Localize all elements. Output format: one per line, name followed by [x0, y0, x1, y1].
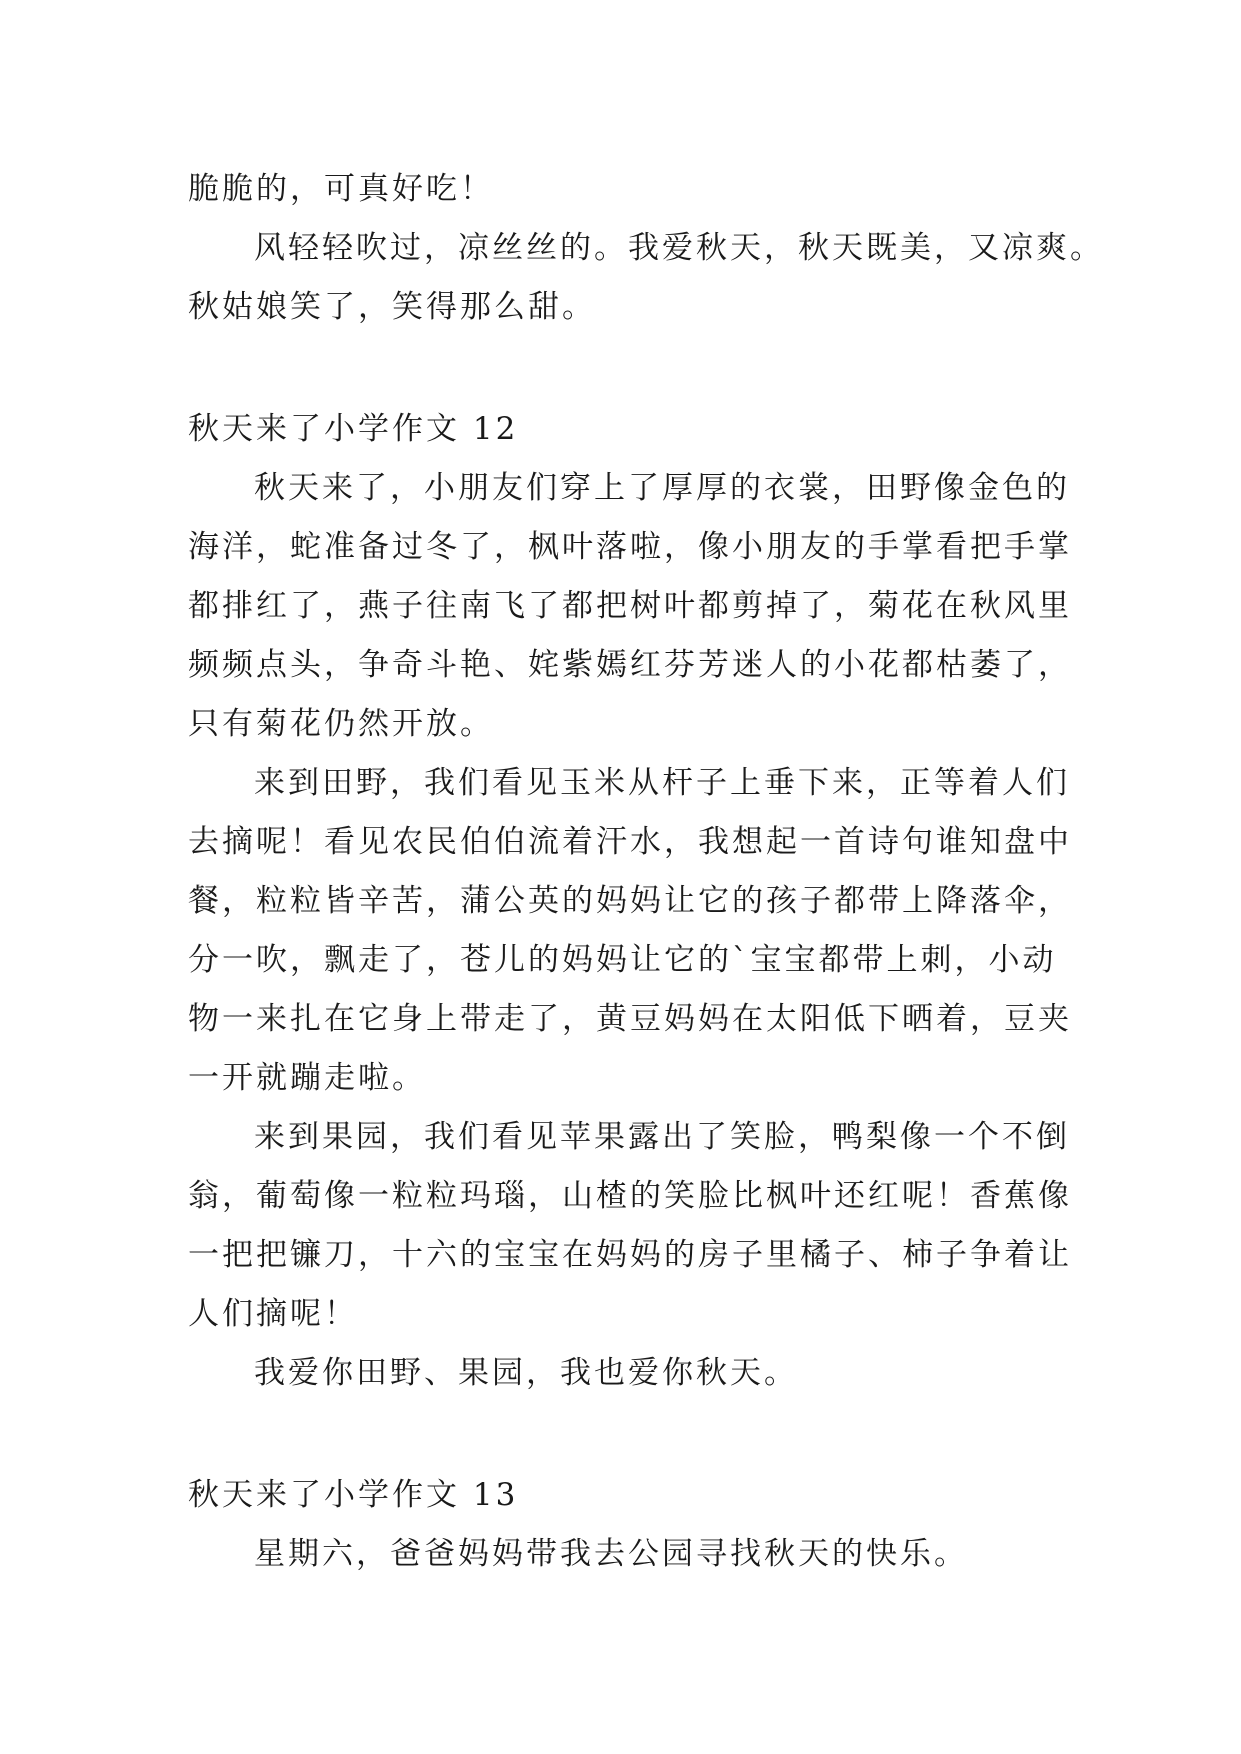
paragraph-line: 一把把镰刀，十六的宝宝在妈妈的房子里橘子、柿子争着让	[188, 1237, 1072, 1273]
paragraph-line: 来到果园，我们看见苹果露出了笑脸，鸭梨像一个不倒	[254, 1119, 1070, 1155]
paragraph-line: 餐，粒粒皆辛苦，蒲公英的妈妈让它的孩子都带上降落伞，	[188, 883, 1072, 919]
section-gap	[188, 1403, 1058, 1466]
paragraph-line: 频频点头，争奇斗艳、姹紫嫣红芬芳迷人的小花都枯萎了，	[188, 647, 1072, 683]
paragraph-line: 我爱你田野、果园，我也爱你秋天。	[254, 1355, 798, 1391]
paragraph-line: 海洋，蛇准备过冬了，枫叶落啦，像小朋友的手掌看把手掌	[188, 529, 1072, 565]
paragraph-line: 脆脆的，可真好吃！	[188, 171, 494, 207]
paragraph-line: 秋天来了，小朋友们穿上了厚厚的衣裳，田野像金色的	[254, 470, 1070, 506]
paragraph-line: 星期六，爸爸妈妈带我去公园寻找秋天的快乐。	[254, 1536, 968, 1572]
essay-title: 秋天来了小学作文 13	[188, 1477, 519, 1513]
paragraph-line: 来到田野，我们看见玉米从杆子上垂下来，正等着人们	[254, 765, 1070, 801]
paragraph-line: 翁，葡萄像一粒粒玛瑙，山楂的笑脸比枫叶还红呢！香蕉像	[188, 1178, 1072, 1214]
paragraph-line: 秋姑娘笑了，笑得那么甜。	[188, 289, 596, 325]
essay-title: 秋天来了小学作文 12	[188, 411, 519, 447]
paragraph-line: 分一吹，飘走了，苍儿的妈妈让它的`宝宝都带上刺，小动	[188, 942, 1057, 978]
paragraph-line: 只有菊花仍然开放。	[188, 706, 494, 742]
paragraph-line: 风轻轻吹过，凉丝丝的。我爱秋天，秋天既美，又凉爽。	[254, 230, 1104, 266]
paragraph-line: 都排红了，燕子往南飞了都把树叶都剪掉了，菊花在秋风里	[188, 588, 1072, 624]
document-page	[188, 160, 1104, 1584]
paragraph-line: 物一来扎在它身上带走了，黄豆妈妈在太阳低下晒着，豆夹	[188, 1001, 1072, 1037]
paragraph-line: 人们摘呢！	[188, 1296, 358, 1332]
paragraph-line: 一开就蹦走啦。	[188, 1060, 426, 1096]
section-gap	[188, 337, 1058, 400]
paragraph-line: 去摘呢！看见农民伯伯流着汗水，我想起一首诗句谁知盘中	[188, 824, 1072, 860]
